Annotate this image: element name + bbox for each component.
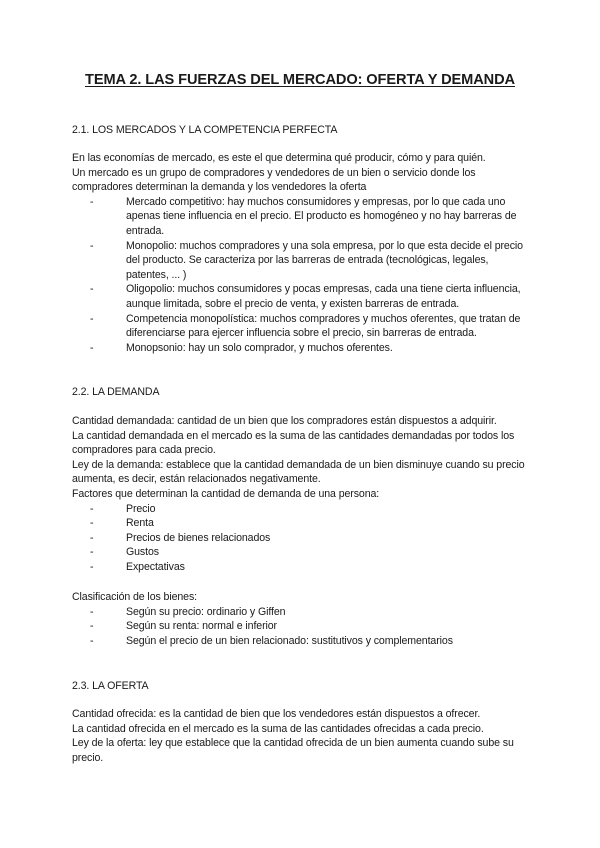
- list-item-text: Mercado competitivo: hay muchos consumidores y empresas, por lo que cada uno apenas tiene influencia en el precio. El producto es homogéneo y no hay barreras de entrada.: [126, 195, 517, 237]
- paragraph: La cantidad demandada en el mercado es la suma de las cantidades demandadas por todos los compradores para cada precio.: [72, 429, 515, 457]
- list-item: [90, 619, 532, 634]
- list-item-text: Según el precio de un bien relacionado: sustitutivos y complementarios: [126, 634, 453, 647]
- dash-bullet-icon: -: [90, 239, 94, 252]
- dash-bullet-icon: -: [90, 195, 94, 208]
- section-heading-mercados: 2.1. LOS MERCADOS Y LA COMPETENCIA PERFECTA: [72, 124, 338, 136]
- paragraph: La cantidad ofrecida en el mercado es la suma de las cantidades ofrecidas a cada precio.: [72, 722, 484, 735]
- paragraph: Clasificación de los bienes:: [72, 591, 197, 603]
- list-item-text: Renta: [126, 517, 154, 530]
- paragraph: Ley de la demanda: establece que la cantidad demandada de un bien disminuye cuando su precio aumenta, es decir, están relacionados negativamente.: [72, 458, 525, 486]
- dash-bullet-icon: -: [90, 341, 94, 354]
- dash-bullet-icon: -: [90, 502, 94, 515]
- list-item: [90, 516, 532, 531]
- section-heading-oferta: 2.3. LA OFERTA: [72, 680, 149, 692]
- list-item-text: Expectativas: [126, 560, 185, 573]
- dash-bullet-icon: -: [90, 531, 94, 544]
- document-title: TEMA 2. LAS FUERZAS DEL MERCADO: OFERTA Y DEMANDA: [85, 72, 515, 88]
- section-body-oferta: [72, 707, 532, 765]
- list-item-text: Según su renta: normal e inferior: [126, 620, 277, 633]
- section-heading-demanda: 2.2. LA DEMANDA: [72, 386, 160, 398]
- list-item: [90, 312, 532, 341]
- paragraph: Ley de la oferta: ley que establece que la cantidad ofrecida de un bien aumenta cuando sube su precio.: [72, 737, 514, 764]
- paragraph: Cantidad demandada: cantidad de un bien que los compradores están dispuestos a adquirir.: [72, 415, 497, 427]
- dash-bullet-icon: -: [90, 283, 94, 296]
- list-item: [90, 605, 532, 620]
- list-item-text: Monopolio: muchos compradores y una sola empresa, por lo que esta decide el precio del producto. Se caracteriza por las barreras de entrada (tecnológicas, legales, patentes, ... ): [126, 239, 523, 281]
- list-item-text: Monopsonio: hay un solo comprador, y muchos oferentes.: [126, 341, 393, 354]
- list-item: [90, 341, 532, 356]
- list-item-text: Precios de bienes relacionados: [126, 531, 271, 544]
- paragraph: Un mercado es un grupo de compradores y vendedores de un bien o servicio donde los compradores determinan la demanda y los vendedores la oferta: [72, 166, 476, 194]
- list-item: [90, 545, 532, 560]
- dash-bullet-icon: -: [90, 620, 94, 633]
- list-item: [90, 531, 532, 546]
- goods-classification-list: [72, 605, 532, 649]
- paragraph: En las economías de mercado, es este el que determina qué producir, cómo y para quién.: [72, 152, 486, 164]
- list-item-text: Oligopolio: muchos consumidores y pocas empresas, cada una tiene cierta influencia, aunque limitada, sobre el precio de venta, y existen barreras de entrada.: [126, 283, 521, 310]
- list-item-text: Según su precio: ordinario y Giffen: [126, 605, 286, 618]
- list-item: [90, 560, 532, 575]
- list-item: [90, 239, 532, 283]
- dash-bullet-icon: -: [90, 546, 94, 559]
- list-item: [90, 195, 532, 239]
- dash-bullet-icon: -: [90, 312, 94, 325]
- paragraph: Cantidad ofrecida: es la cantidad de bien que los vendedores están dispuestos a ofrecer.: [72, 708, 481, 720]
- dash-bullet-icon: -: [90, 517, 94, 530]
- section-body-demanda: [72, 414, 532, 575]
- demand-factors-list: [72, 502, 532, 575]
- dash-bullet-icon: -: [90, 634, 94, 647]
- list-item: [90, 282, 532, 311]
- paragraph: Factores que determinan la cantidad de demanda de una persona:: [72, 487, 380, 500]
- section-body-mercados: [72, 151, 532, 355]
- list-item: [90, 634, 532, 649]
- list-item-text: Precio: [126, 502, 156, 515]
- list-item: [90, 502, 532, 517]
- market-types-list: [72, 195, 532, 356]
- list-item-text: Gustos: [126, 546, 159, 559]
- dash-bullet-icon: -: [90, 605, 94, 618]
- goods-classification: [72, 590, 532, 648]
- dash-bullet-icon: -: [90, 560, 94, 573]
- list-item-text: Competencia monopolística: muchos compradores y muchos oferentes, que tratan de diferenciarse para ejercer influencia sobre el precio, sin barreras de entrada.: [126, 312, 521, 340]
